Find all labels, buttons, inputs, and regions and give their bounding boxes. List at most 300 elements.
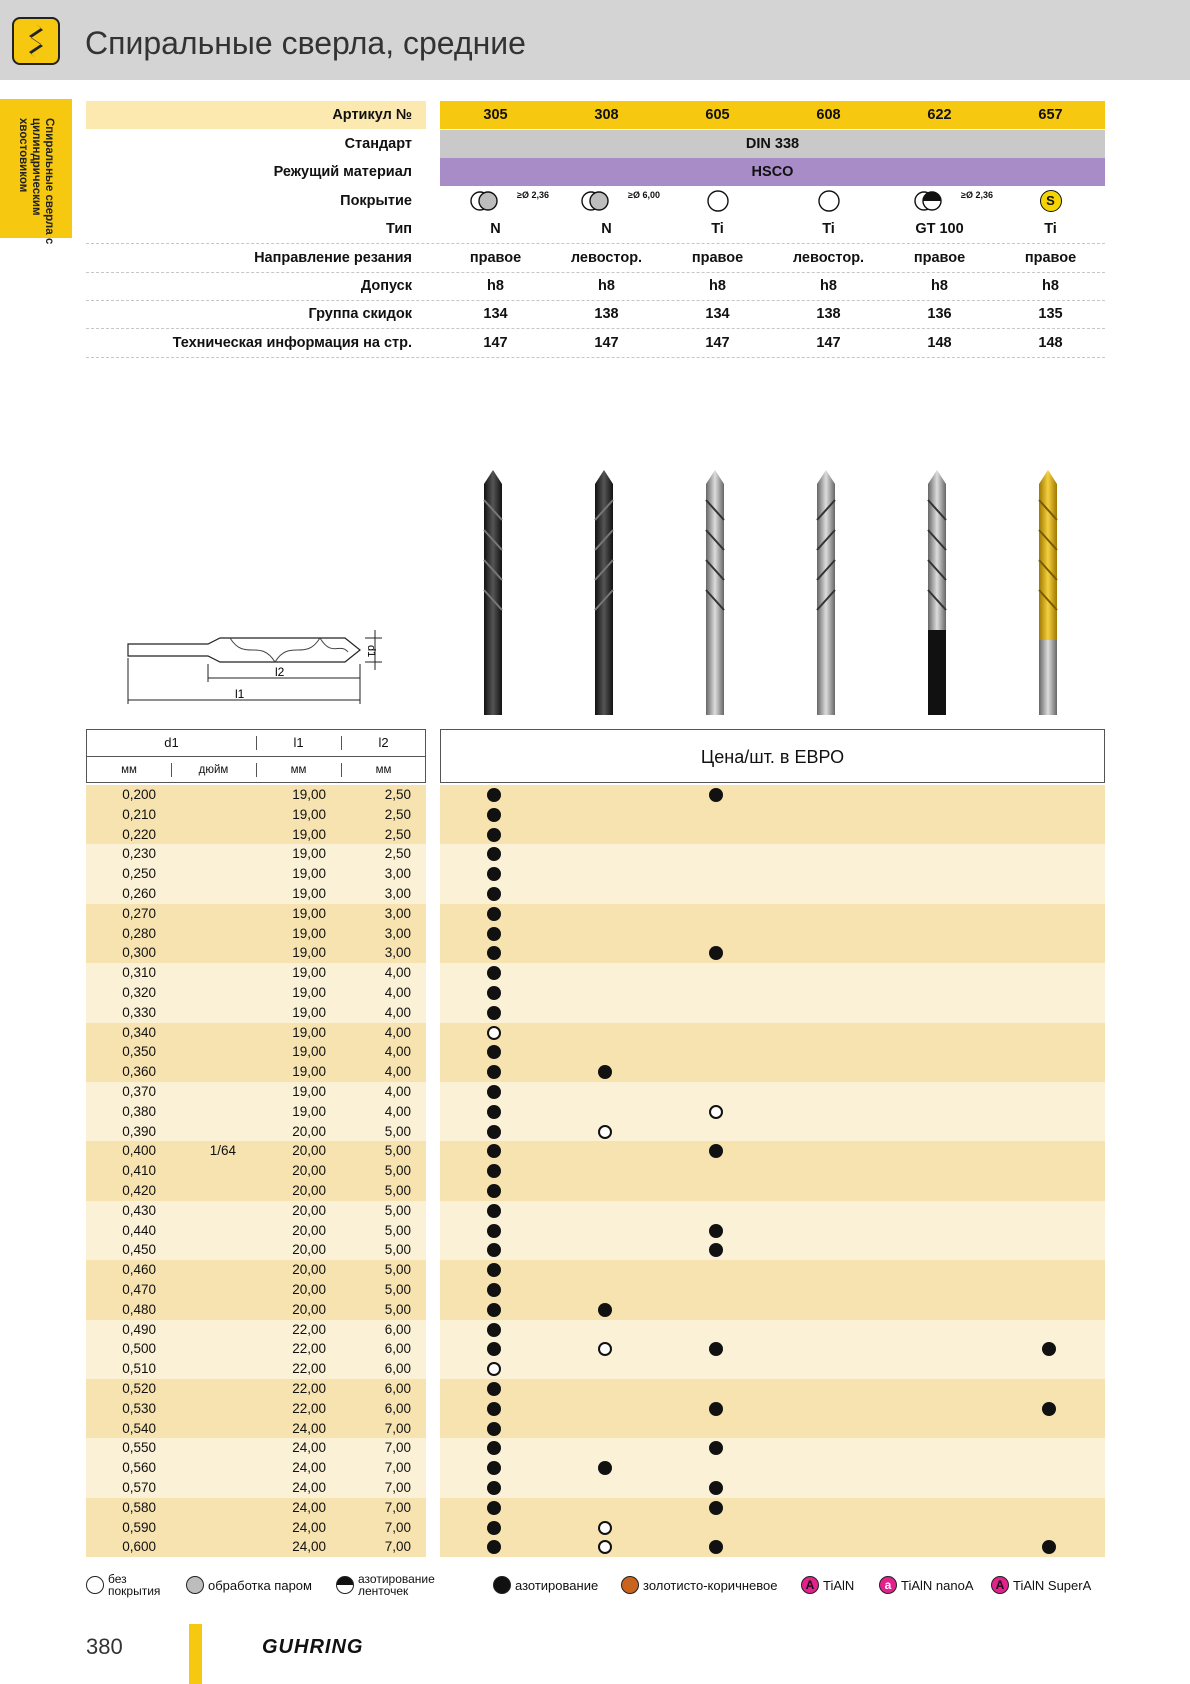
length-l2: 2,50: [384, 787, 411, 802]
diameter-mm: 0,420: [122, 1183, 156, 1198]
diameter-mm: 0,260: [122, 886, 156, 901]
dimension-table-header: [86, 729, 426, 783]
available-dot[interactable]: [487, 1422, 501, 1436]
table-row: [86, 1438, 1105, 1458]
length-l1: 19,00: [292, 1103, 326, 1119]
legend: [86, 1570, 1105, 1600]
available-dot[interactable]: [1042, 1402, 1056, 1416]
available-dot[interactable]: [1042, 1342, 1056, 1356]
discount-cell: 135: [1038, 306, 1063, 322]
length-l1: 20,00: [292, 1301, 326, 1317]
legend-nitrided-lands: азотирование ленточек: [336, 1570, 458, 1600]
length-l2: 5,00: [384, 1262, 411, 1278]
table-row: [86, 1498, 1105, 1518]
coating-note-308: ≥Ø 6,00: [628, 190, 660, 200]
diameter-mm: 0,280: [122, 925, 156, 941]
diameter-mm: 0,470: [122, 1282, 156, 1297]
length-l1: 20,00: [292, 1202, 326, 1218]
table-row: [86, 983, 1105, 1003]
standard-row: [86, 130, 1105, 158]
coating-row: [86, 187, 1105, 215]
length-l1: 22,00: [292, 1361, 326, 1377]
type-cell: N: [601, 221, 612, 237]
diameter-mm: 0,600: [122, 1539, 156, 1555]
l1-label: l1: [235, 687, 245, 701]
material-row: [86, 158, 1105, 186]
direction-cell: левостор.: [792, 250, 865, 266]
length-l2: 4,00: [384, 965, 411, 981]
price-header: Цена/шт. в ЕВРО: [440, 729, 1105, 783]
length-l2: 5,00: [384, 1301, 411, 1317]
length-l2: 4,00: [384, 985, 411, 1000]
side-tab-label: Спиральные сверла с цилиндрическим хвостовиком: [17, 118, 55, 245]
length-l1: 19,00: [292, 1004, 326, 1020]
direction-cell: правое: [1024, 250, 1077, 266]
available-dot[interactable]: [487, 1323, 501, 1337]
length-l1: 20,00: [292, 1123, 326, 1139]
length-l2: 5,00: [384, 1202, 411, 1218]
length-l1: 19,00: [292, 826, 326, 842]
uncoated-steam-icon: [581, 189, 633, 213]
available-soon-dot[interactable]: [487, 1362, 501, 1376]
diameter-mm: 0,390: [122, 1123, 156, 1139]
discount-cell: 134: [705, 306, 730, 322]
l2-header: l2: [378, 735, 389, 750]
table-row: [86, 1458, 1105, 1478]
table-row: [86, 1102, 1105, 1122]
available-soon-dot[interactable]: [709, 1105, 723, 1119]
length-l2: 6,00: [384, 1321, 411, 1337]
length-l1: 19,00: [292, 866, 326, 882]
length-l1: 19,00: [292, 945, 326, 961]
length-l2: 5,00: [384, 1123, 411, 1139]
available-dot[interactable]: [487, 1402, 501, 1416]
table-row: [86, 1082, 1105, 1102]
available-dot[interactable]: [487, 887, 501, 901]
table-row: [86, 1201, 1105, 1221]
uncoated-nitrided-lands-icon: [914, 189, 966, 213]
coating-note-622: ≥Ø 2,36: [961, 190, 993, 200]
l2-label: l2: [275, 665, 285, 679]
table-row: [86, 1181, 1105, 1201]
table-row: [86, 805, 1105, 825]
legend-tialn-nano: a TiAlN nanoA: [879, 1570, 974, 1600]
tialn-super-icon: A: [991, 1576, 1009, 1594]
length-l2: 7,00: [384, 1440, 411, 1456]
length-l2: 4,00: [384, 1004, 411, 1020]
available-dot[interactable]: [598, 1303, 612, 1317]
legend-uncoated: без покрытия: [86, 1570, 178, 1600]
length-l1: 24,00: [292, 1519, 326, 1535]
discount-cell: 134: [483, 306, 508, 322]
type-cell: GT 100: [915, 221, 964, 237]
table-row: [86, 1537, 1105, 1557]
coating-605: [662, 187, 773, 215]
table-row: [86, 864, 1105, 884]
diameter-mm: 0,400: [122, 1143, 156, 1159]
direction-row: [86, 244, 1105, 272]
info-page-link[interactable]: 148: [927, 335, 952, 351]
material-value: HSCO: [440, 158, 1105, 186]
discount-row: [86, 300, 1105, 328]
diameter-mm: 0,430: [122, 1202, 156, 1218]
length-l1: 19,00: [292, 1024, 326, 1040]
tolerance-cell: h8: [931, 278, 948, 294]
tolerance-cell: h8: [487, 278, 504, 294]
diameter-mm: 0,530: [122, 1400, 156, 1416]
uncoated-icon: [817, 189, 841, 213]
info-label: Техническая информация на стр.: [172, 335, 412, 351]
table-row: [86, 904, 1105, 924]
available-dot[interactable]: [487, 1283, 501, 1297]
length-l2: 5,00: [384, 1183, 411, 1198]
available-soon-dot[interactable]: [598, 1540, 612, 1554]
diameter-mm: 0,370: [122, 1084, 156, 1099]
available-dot[interactable]: [487, 986, 501, 1000]
available-dot[interactable]: [487, 1243, 501, 1257]
l1-header: l1: [293, 735, 304, 750]
length-l2: 3,00: [384, 886, 411, 901]
direction-label: Направление резания: [254, 250, 412, 266]
legend-tialn: A TiAlN: [801, 1570, 854, 1600]
available-dot[interactable]: [487, 788, 501, 802]
available-soon-dot[interactable]: [598, 1521, 612, 1535]
diameter-mm: 0,580: [122, 1499, 156, 1515]
length-l2: 7,00: [384, 1480, 411, 1495]
length-l1: 24,00: [292, 1460, 326, 1476]
diameter-mm: 0,330: [122, 1004, 156, 1020]
table-row: [86, 1042, 1105, 1062]
available-dot[interactable]: [598, 1461, 612, 1475]
direction-cell: правое: [913, 250, 966, 266]
available-dot[interactable]: [1042, 1540, 1056, 1554]
page-title: Спиральные сверла, средние: [85, 25, 526, 61]
length-l2: 4,00: [384, 1024, 411, 1040]
tialn-icon: A: [801, 1576, 819, 1594]
available-dot[interactable]: [487, 907, 501, 921]
available-dot[interactable]: [709, 1501, 723, 1515]
length-l1: 20,00: [292, 1183, 326, 1198]
available-dot[interactable]: [709, 1402, 723, 1416]
d1-header: d1: [164, 735, 179, 750]
divider: [86, 357, 1105, 358]
table-row: [86, 963, 1105, 983]
available-dot[interactable]: [487, 1501, 501, 1515]
length-l1: 20,00: [292, 1163, 326, 1179]
available-dot[interactable]: [709, 1342, 723, 1356]
standard-value: DIN 338: [440, 130, 1105, 158]
table-row: [86, 884, 1105, 904]
length-l2: 7,00: [384, 1539, 411, 1555]
info-page-link[interactable]: 147: [816, 335, 841, 351]
available-dot[interactable]: [487, 1224, 501, 1238]
length-l1: 19,00: [292, 905, 326, 921]
available-dot[interactable]: [487, 828, 501, 842]
available-dot[interactable]: [709, 788, 723, 802]
length-l2: 3,00: [384, 945, 411, 961]
available-dot[interactable]: [487, 867, 501, 881]
table-row: [86, 785, 1105, 805]
available-dot[interactable]: [487, 1204, 501, 1218]
diameter-mm: 0,440: [122, 1222, 156, 1238]
length-l2: 6,00: [384, 1341, 411, 1357]
diameter-mm: 0,410: [122, 1163, 156, 1179]
length-l2: 7,00: [384, 1499, 411, 1515]
available-dot[interactable]: [487, 927, 501, 941]
table-row: [86, 943, 1105, 963]
length-l1: 22,00: [292, 1321, 326, 1337]
tolerance-cell: h8: [820, 278, 837, 294]
d1-label: d1: [365, 645, 377, 658]
available-dot[interactable]: [709, 1540, 723, 1554]
available-dot[interactable]: [487, 808, 501, 822]
table-row: [86, 1023, 1105, 1043]
table-row: [86, 1141, 1105, 1161]
uncoated-icon: [706, 189, 730, 213]
diameter-mm: 0,560: [122, 1460, 156, 1476]
available-dot[interactable]: [709, 1224, 723, 1238]
diameter-mm: 0,350: [122, 1044, 156, 1060]
type-cell: Ti: [822, 221, 835, 237]
available-dot[interactable]: [487, 847, 501, 861]
available-soon-dot[interactable]: [487, 1026, 501, 1040]
brand-logo: GUHRING: [262, 1636, 364, 1658]
diameter-mm: 0,200: [122, 787, 156, 802]
coating-label: Покрытие: [340, 193, 412, 209]
direction-cell: правое: [469, 250, 522, 266]
length-l1: 24,00: [292, 1539, 326, 1555]
table-row: [86, 1518, 1105, 1538]
available-dot[interactable]: [487, 1540, 501, 1554]
available-dot[interactable]: [487, 1342, 501, 1356]
drill-622-image: [925, 470, 949, 715]
length-l2: 2,50: [384, 846, 411, 862]
length-l2: 2,50: [384, 806, 411, 822]
coating-note-305: ≥Ø 2,36: [517, 190, 549, 200]
page-header: [0, 0, 1190, 80]
available-dot[interactable]: [487, 1045, 501, 1059]
diameter-mm: 0,590: [122, 1519, 156, 1535]
available-dot[interactable]: [487, 966, 501, 980]
available-dot[interactable]: [487, 1164, 501, 1178]
length-l1: 19,00: [292, 1084, 326, 1099]
diameter-mm: 0,450: [122, 1242, 156, 1258]
table-row: [86, 1122, 1105, 1142]
article-657: 657: [1038, 107, 1063, 123]
available-dot[interactable]: [709, 1481, 723, 1495]
nitrided-lands-icon: [336, 1576, 354, 1594]
table-row: [86, 1221, 1105, 1241]
length-l2: 7,00: [384, 1460, 411, 1476]
diameter-mm: 0,210: [122, 806, 156, 822]
length-l1: 24,00: [292, 1499, 326, 1515]
table-row: [86, 1359, 1105, 1379]
info-page-link[interactable]: 148: [1038, 335, 1063, 351]
type-cell: N: [490, 221, 501, 237]
legend-nitrided: азотирование: [493, 1570, 598, 1600]
diameter-mm: 0,340: [122, 1024, 156, 1040]
length-l1: 20,00: [292, 1143, 326, 1159]
length-l2: 5,00: [384, 1143, 411, 1159]
available-dot[interactable]: [487, 1441, 501, 1455]
tialn-nano-icon: a: [879, 1576, 897, 1594]
direction-cell: левостор.: [570, 250, 643, 266]
length-l2: 5,00: [384, 1242, 411, 1258]
length-l2: 5,00: [384, 1282, 411, 1297]
table-row: [86, 825, 1105, 845]
available-dot[interactable]: [487, 1184, 501, 1198]
diameter-mm: 0,510: [122, 1361, 156, 1377]
diameter-mm: 0,310: [122, 965, 156, 981]
table-row: [86, 1419, 1105, 1439]
uncoated-steam-icon: [470, 189, 522, 213]
length-l1: 20,00: [292, 1262, 326, 1278]
table-row: [86, 844, 1105, 864]
available-soon-dot[interactable]: [598, 1342, 612, 1356]
available-soon-dot[interactable]: [598, 1125, 612, 1139]
direction-cell: правое: [691, 250, 744, 266]
length-l2: 4,00: [384, 1103, 411, 1119]
diameter-mm: 0,320: [122, 985, 156, 1000]
type-cell: Ti: [1044, 221, 1057, 237]
length-l1: 24,00: [292, 1440, 326, 1456]
info-page-link[interactable]: 147: [594, 335, 619, 351]
table-row: [86, 1240, 1105, 1260]
length-l2: 5,00: [384, 1222, 411, 1238]
info-page-link[interactable]: 147: [705, 335, 730, 351]
available-dot[interactable]: [487, 946, 501, 960]
available-dot[interactable]: [487, 1481, 501, 1495]
length-l1: 19,00: [292, 965, 326, 981]
type-cell: Ti: [711, 221, 724, 237]
available-dot[interactable]: [487, 1125, 501, 1139]
diameter-mm: 0,500: [122, 1341, 156, 1357]
available-dot[interactable]: [598, 1065, 612, 1079]
drill-dimension-diagram: [120, 622, 390, 712]
legend-gold-brown: золотисто-коричневое: [621, 1570, 777, 1600]
super-coating-s-icon: S: [1040, 190, 1062, 212]
drill-305-image: [481, 470, 505, 715]
length-l1: 22,00: [292, 1400, 326, 1416]
length-l2: 4,00: [384, 1084, 411, 1099]
coating-657: [995, 187, 1106, 215]
table-row: [86, 924, 1105, 944]
standard-label: Стандарт: [344, 136, 412, 152]
article-608: 608: [816, 107, 841, 123]
footer-accent-bar: [189, 1624, 202, 1684]
coating-608: [773, 187, 884, 215]
table-row: [86, 1379, 1105, 1399]
available-dot[interactable]: [487, 1263, 501, 1277]
article-622: 622: [927, 107, 952, 123]
available-dot[interactable]: [709, 1243, 723, 1257]
available-dot[interactable]: [709, 1144, 723, 1158]
table-row: [86, 1280, 1105, 1300]
length-l1: 22,00: [292, 1381, 326, 1396]
table-row: [86, 1260, 1105, 1280]
discount-cell: 138: [816, 306, 841, 322]
diameter-mm: 0,550: [122, 1440, 156, 1456]
length-l2: 3,00: [384, 905, 411, 921]
steam-treatment-icon: [186, 1576, 204, 1594]
length-l2: 6,00: [384, 1381, 411, 1396]
article-label: Артикул №: [332, 107, 412, 123]
length-l1: 19,00: [292, 985, 326, 1000]
length-l1: 19,00: [292, 925, 326, 941]
diameter-mm: 0,230: [122, 846, 156, 862]
length-l2: 2,50: [384, 826, 411, 842]
diameter-mm: 0,360: [122, 1064, 156, 1080]
available-dot[interactable]: [487, 1461, 501, 1475]
table-row: [86, 1062, 1105, 1082]
gold-brown-icon: [621, 1576, 639, 1594]
available-dot[interactable]: [487, 1303, 501, 1317]
available-dot[interactable]: [487, 1006, 501, 1020]
l2-mm-header: мм: [375, 764, 392, 776]
length-l2: 7,00: [384, 1519, 411, 1535]
article-305: 305: [483, 107, 508, 123]
length-l1: 19,00: [292, 806, 326, 822]
length-l1: 24,00: [292, 1480, 326, 1495]
tolerance-cell: h8: [1042, 278, 1059, 294]
table-row: [86, 1320, 1105, 1340]
available-dot[interactable]: [487, 1105, 501, 1119]
available-dot[interactable]: [487, 1144, 501, 1158]
available-dot[interactable]: [487, 1382, 501, 1396]
discount-cell: 136: [927, 306, 952, 322]
diameter-inch: 1/64: [209, 1143, 236, 1159]
table-row: [86, 1161, 1105, 1181]
diameter-mm: 0,540: [122, 1420, 156, 1436]
available-dot[interactable]: [487, 1065, 501, 1079]
table-row: [86, 1399, 1105, 1419]
available-dot[interactable]: [709, 1441, 723, 1455]
length-l2: 7,00: [384, 1420, 411, 1436]
article-308: 308: [594, 107, 619, 123]
length-l1: 19,00: [292, 1064, 326, 1080]
tolerance-cell: h8: [598, 278, 615, 294]
info-page-link[interactable]: 147: [483, 335, 508, 351]
diameter-mm: 0,380: [122, 1103, 156, 1119]
nitrided-icon: [493, 1576, 511, 1594]
available-dot[interactable]: [487, 1521, 501, 1535]
d1-inch-header: дюйм: [198, 764, 229, 776]
table-row: [86, 1003, 1105, 1023]
drill-608-image: [814, 470, 838, 715]
page-footer: [0, 1620, 1190, 1684]
legend-tialn-super: A TiAlN SuperA: [991, 1570, 1091, 1600]
article-605: 605: [705, 107, 730, 123]
available-dot[interactable]: [487, 1085, 501, 1099]
tolerance-row: [86, 272, 1105, 300]
available-dot[interactable]: [709, 946, 723, 960]
length-l2: 6,00: [384, 1361, 411, 1377]
table-row: [86, 1339, 1105, 1359]
length-l1: 19,00: [292, 886, 326, 901]
drill-657-image: [1036, 470, 1060, 715]
diameter-mm: 0,300: [122, 945, 156, 961]
length-l1: 20,00: [292, 1222, 326, 1238]
type-label: Тип: [386, 221, 412, 237]
length-l1: 22,00: [292, 1341, 326, 1357]
length-l2: 3,00: [384, 925, 411, 941]
discount-cell: 138: [594, 306, 619, 322]
uncoated-icon: [86, 1576, 104, 1594]
diameter-mm: 0,460: [122, 1262, 156, 1278]
d1-mm-header: мм: [121, 764, 137, 776]
diameter-mm: 0,520: [122, 1381, 156, 1396]
length-l1: 19,00: [292, 846, 326, 862]
